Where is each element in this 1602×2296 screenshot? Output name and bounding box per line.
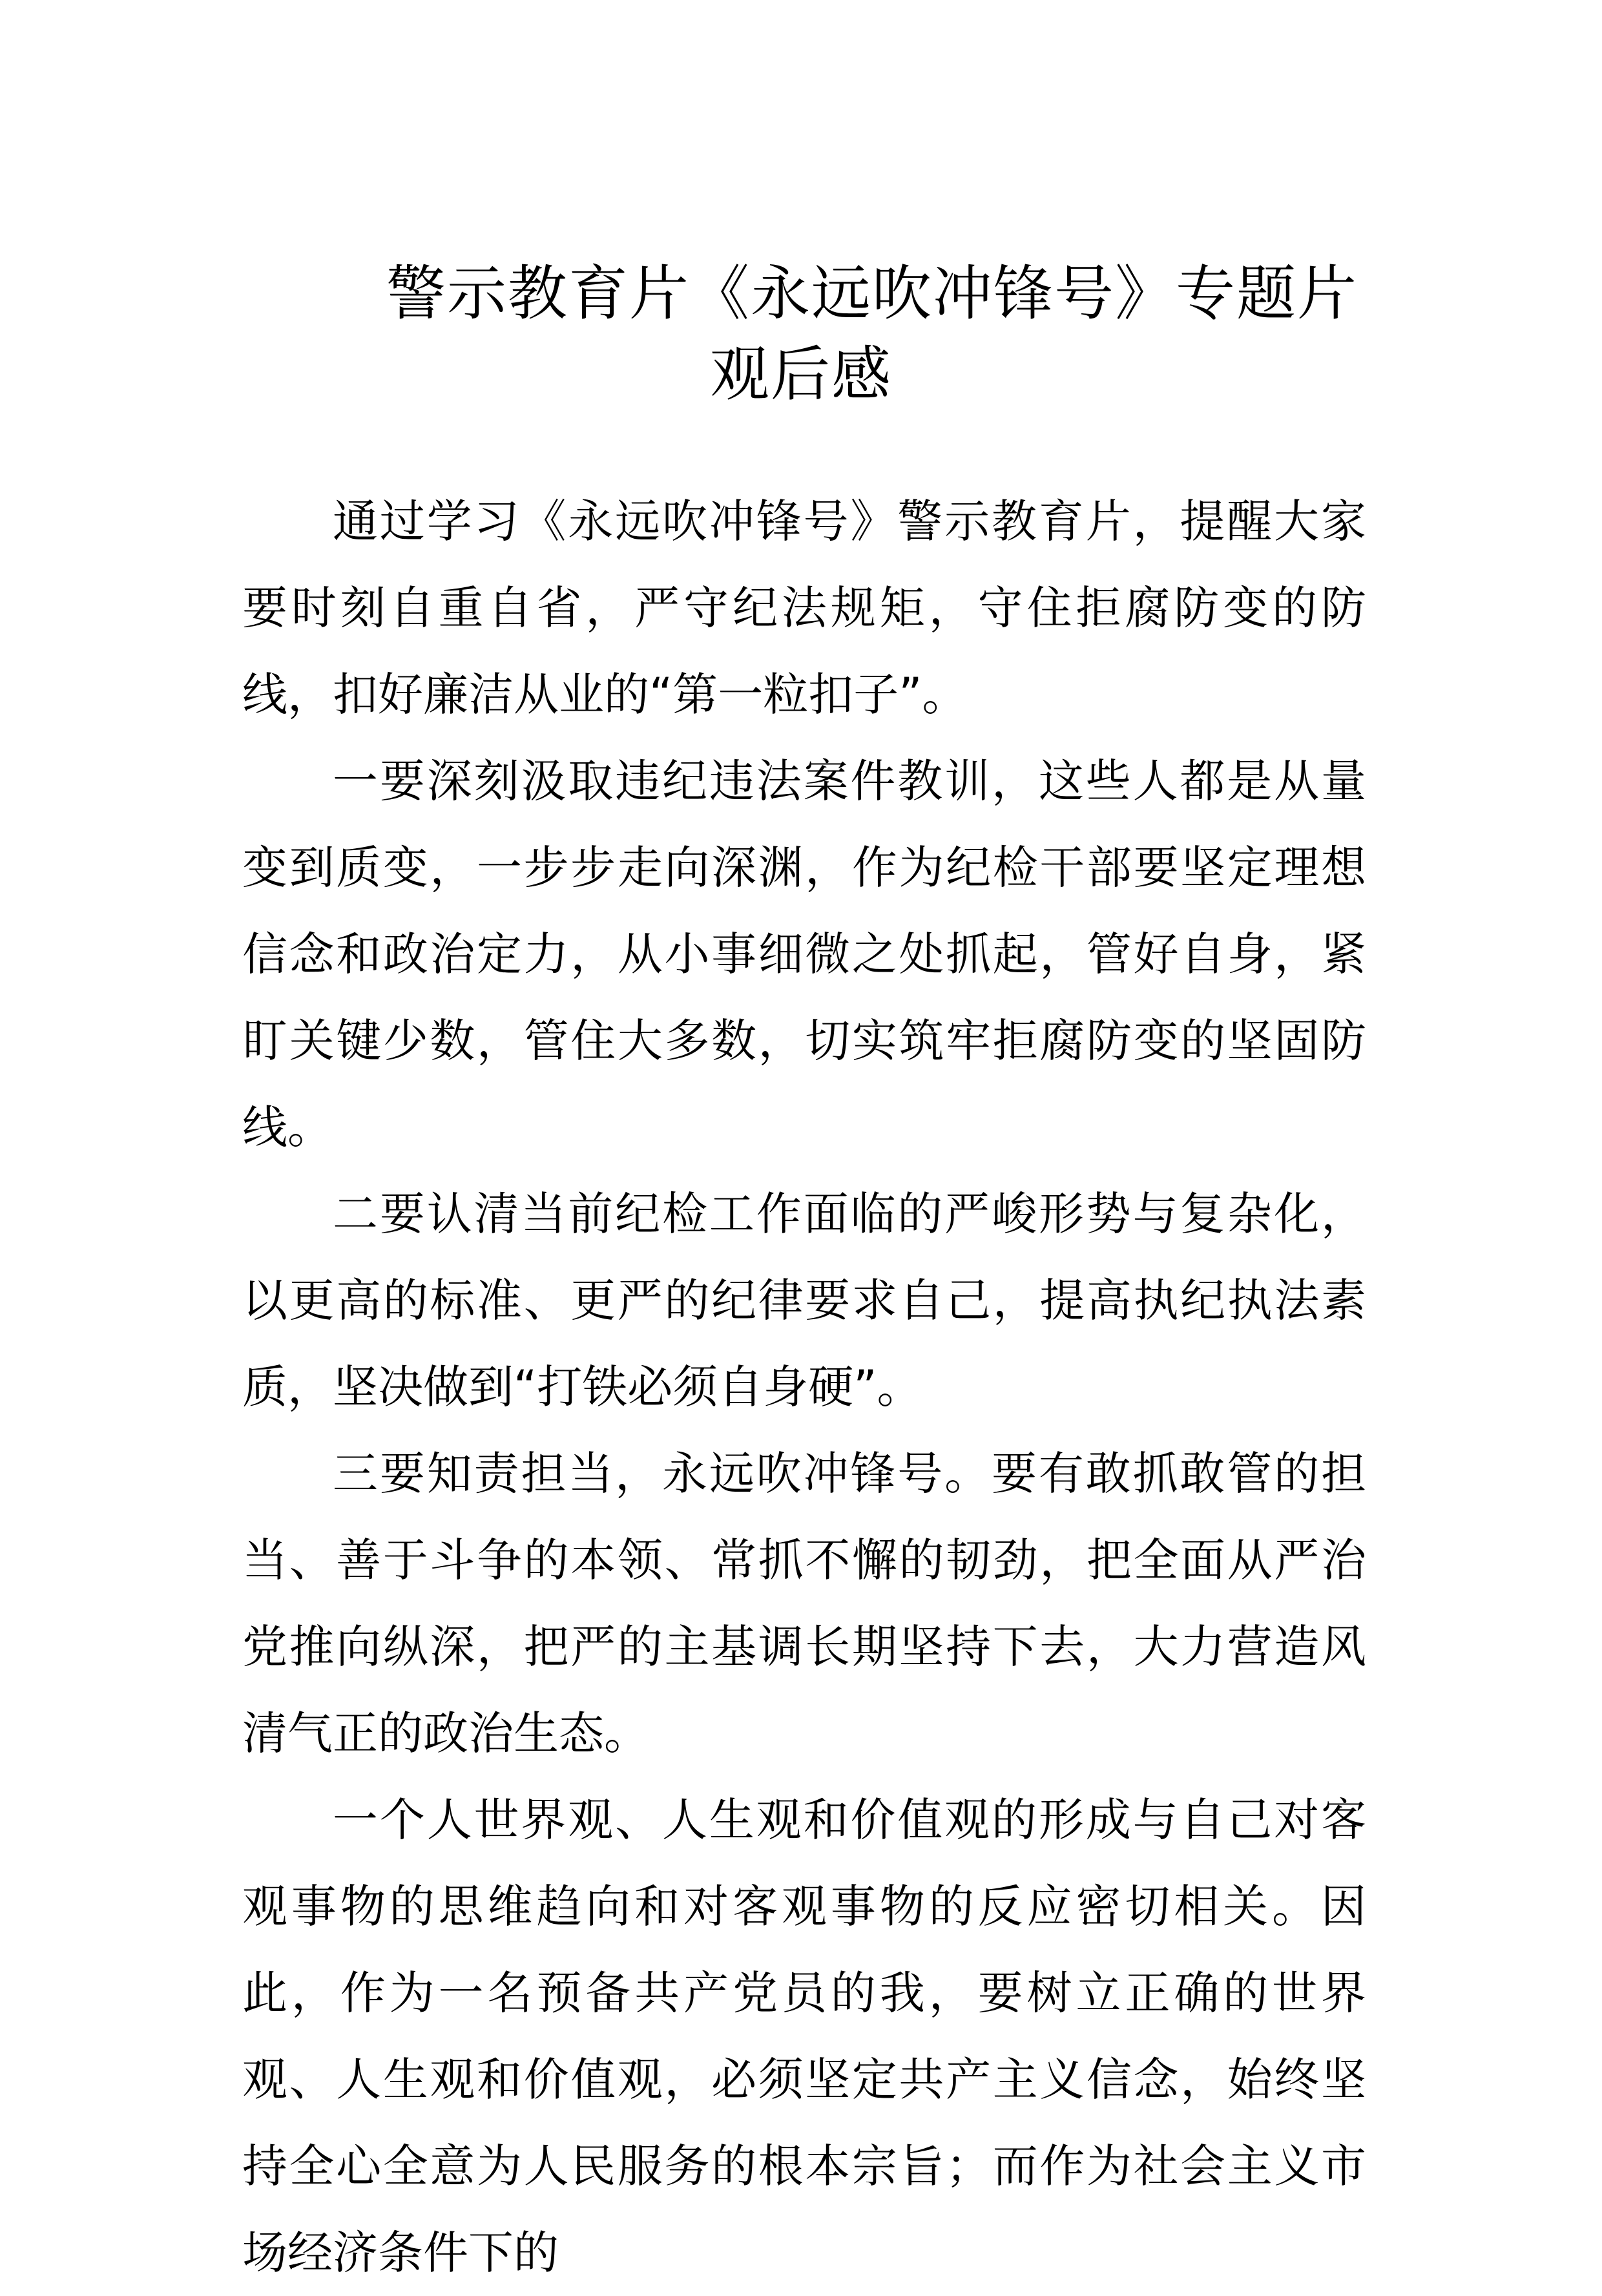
document-title-line-2: 观后感	[709, 340, 892, 409]
paragraph-2: 一要深刻汲取违纪违法案件教训，这些人都是从量变到质变，一步步走向深渊，作为纪检干部要坚定理想信念和政治定力，从小事细微之处抓起，管好自身，紧盯关键少数，管住大多数，切实筑牢拒腐防变的坚固防线。	[242, 755, 1366, 1154]
paragraph-5: 一个人世界观、人生观和价值观的形成与自己对客观事物的思维趋向和对客观事物的反应密切相关。因此，作为一名预备共产党员的我，要树立正确的世界观、人生观和价值观，必须坚定共产主义信念，始终坚持全心全意为人民服务的根本宗旨；而作为社会主义市场经济条件下的	[242, 1793, 1366, 2279]
document-title-line-1: 警示教育片《永远吹冲锋号》专题片	[386, 259, 1358, 328]
document-body	[242, 478, 1366, 2296]
paragraph-4: 三要知责担当，永远吹冲锋号。要有敢抓敢管的担当、善于斗争的本领、常抓不懈的韧劲，把全面从严治党推向纵深，把严的主基调长期坚持下去，大力营造风清气正的政治生态。	[242, 1447, 1366, 1760]
paragraph-1: 通过学习《永远吹冲锋号》警示教育片，提醒大家要时刻自重自省，严守纪法规矩，守住拒腐防变的防线，扣好廉洁从业的“第一粒扣子”。	[242, 495, 1366, 721]
paragraph-3: 二要认清当前纪检工作面临的严峻形势与复杂化，以更高的标准、更严的纪律要求自己，提高执纪执法素质，坚决做到“打铁必须自身硬”。	[242, 1187, 1366, 1414]
